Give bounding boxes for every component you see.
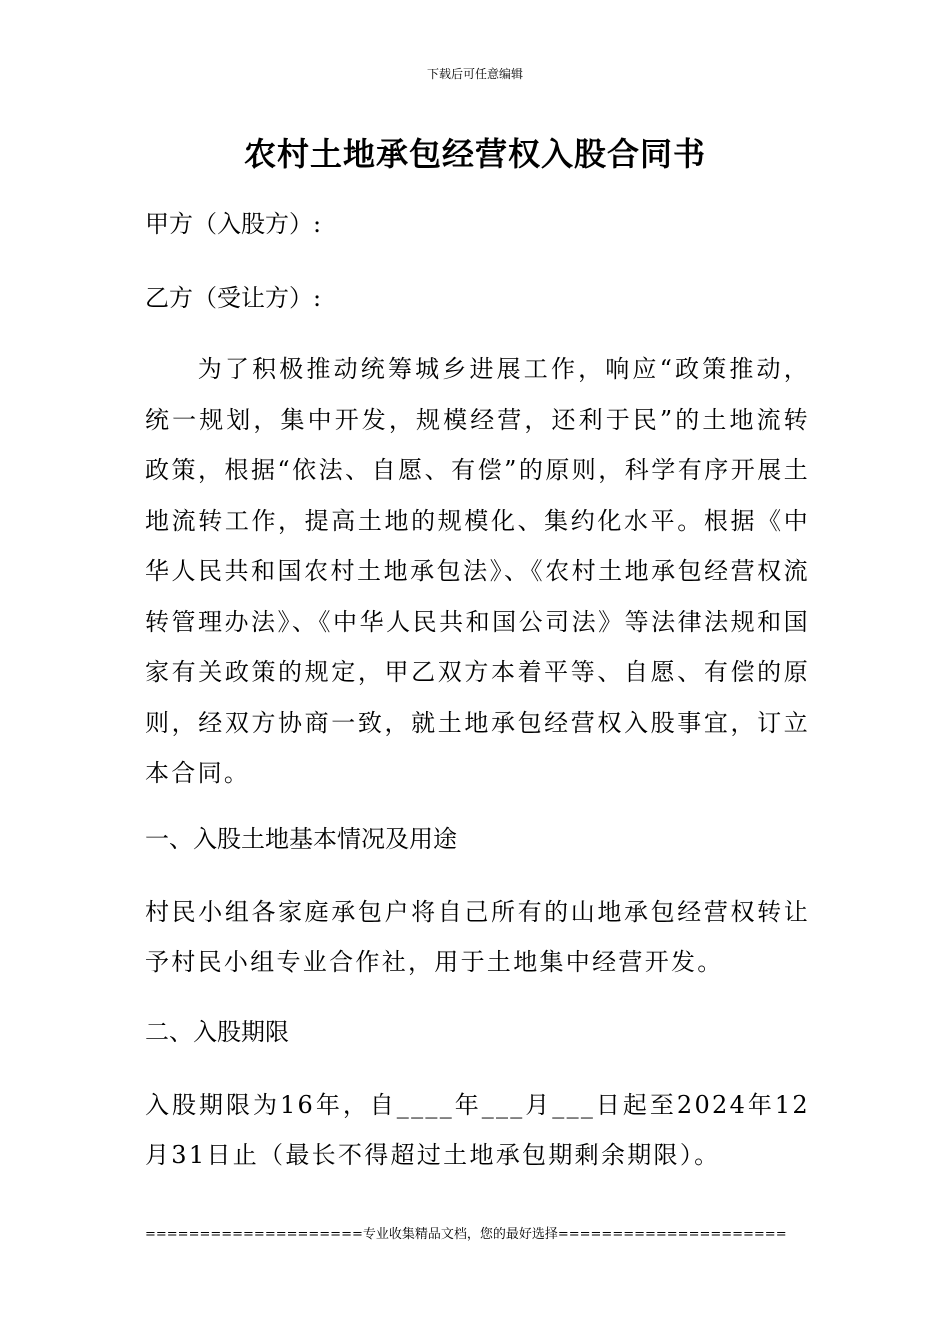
preamble-paragraph: 为了积极推动统筹城乡进展工作，响应“政策推动，统一规划，集中开发，规模经营，还利于民”的土地流转政策，根据“依法、自愿、有偿”的原则，科学有序开展土地流转工作，提高土地的规模化、集约化水平。根据《中华人民共和国农村土地承包法》、《农村土地承包经营权流转管理办法》、《中华人民共和国公司法》等法律法规和国家有关政策的规定，甲乙双方本着平等、自愿、有偿的原则，经双方协商一致，就土地承包经营权入股事宜，订立本合同。	[145, 355, 810, 787]
header-note: 下载后可任意编辑	[426, 67, 523, 81]
section-2-heading: 二、入股期限	[145, 1018, 289, 1046]
section-2-body: 入股期限为16年，自____年___月___日起至2024年12月31日止（最长不得超过土地承包期剩余期限）。	[145, 1091, 810, 1169]
section-1-body: 村民小组各家庭承包户将自己所有的山地承包经营权转让予村民小组专业合作社，用于土地集中经营开发。	[145, 898, 810, 976]
document-title: 农村土地承包经营权入股合同书	[243, 135, 706, 173]
footer-banner: ====================专业收集精品文档，您的最好选择=====================	[145, 1227, 787, 1242]
section-1-heading: 一、入股土地基本情况及用途	[145, 825, 457, 853]
party-a-line: 甲方（入股方）:	[145, 210, 322, 238]
party-b-line: 乙方（受让方）:	[145, 284, 322, 312]
